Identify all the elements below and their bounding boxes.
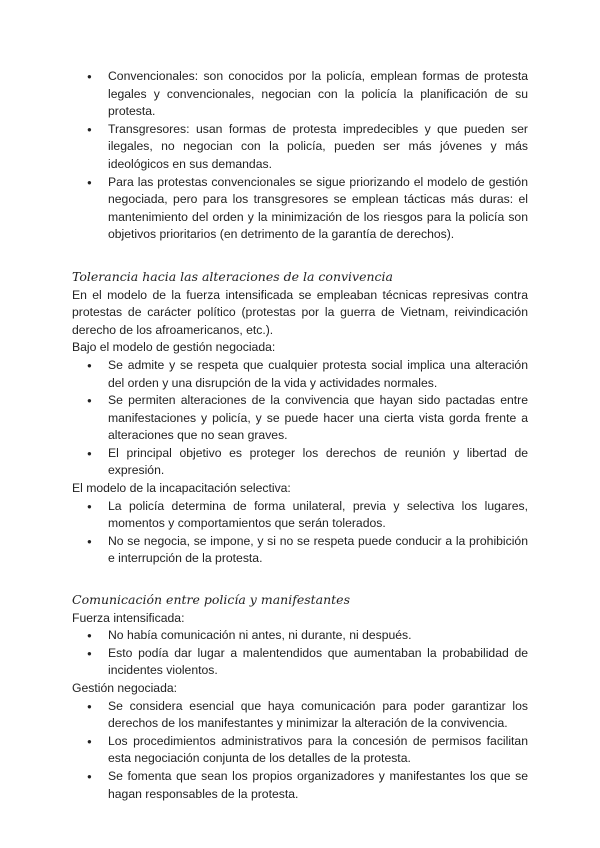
list-item: ● Se permiten alteraciones de la convivencia que hayan sido pactadas entre manifestaciones y policía, y se puede hacer una cierta vista gorda frente a alteraciones que no sean graves. xyxy=(72,392,528,445)
list-item: ● No había comunicación ni antes, ni durante, ni después. xyxy=(72,627,528,645)
list-item: ● Los procedimientos administrativos para la concesión de permisos facilitan esta negociación conjunta de los detalles de la protesta. xyxy=(72,733,528,768)
list-item: ● Se considera esencial que haya comunicación para poder garantizar los derechos de los manifestantes y minimizar la alteración de la convivencia. xyxy=(72,698,528,733)
list-item: ● Transgresores: usan formas de protesta impredecibles y que pueden ser ilegales, no negocian con la policía, pueden ser más jóvenes y más ideológicos en sus demandas. xyxy=(72,121,528,174)
subsection-label: Bajo el modelo de gestión negociada: xyxy=(72,340,276,355)
list-item: ● La policía determina de forma unilateral, previa y selectiva los lugares, momentos y comportamientos que serán tolerados. xyxy=(72,498,528,533)
list-item: ● Convencionales: son conocidos por la policía, emplean formas de protesta legales y convencionales, negocian con la policía la planificación de su protesta. xyxy=(72,68,528,121)
section-heading-comunicacion: Comunicación entre policía y manifestantes xyxy=(72,592,350,608)
paragraph: En el modelo de la fuerza intensificada se empleaban técnicas represivas contra protestas de carácter político (protestas por la guerra de Vietnam, reivindicación derecho de los afroamericanos, etc.). xyxy=(72,287,528,337)
subsection-label: Gestión negociada: xyxy=(72,681,178,695)
intro-bullet-list xyxy=(72,68,528,244)
subsection-label: Fuerza intensificada: xyxy=(72,610,185,625)
force-bullet-list xyxy=(72,627,528,680)
list-item: ● El principal objetivo es proteger los derechos de reunión y libertad de expresión. xyxy=(72,445,528,480)
list-item: ● Esto podía dar lugar a malentendidos que aumentaban la probabilidad de incidentes violentos. xyxy=(72,645,528,680)
list-item: ● Para las protestas convencionales se sigue priorizando el modelo de gestión negociada, pero para los transgresores se emplean tácticas más duras: el mantenimiento del orden y la minimización de los riesgos para la policía son objetivos prioritarios (en detrimento de la garantía de derechos). xyxy=(72,174,528,244)
list-item: ● Se admite y se respeta que cualquier protesta social implica una alteración del orden y una disrupción de la vida y actividades normales. xyxy=(72,357,528,392)
selective-bullet-list xyxy=(72,498,528,568)
section-heading-tolerancia: Tolerancia hacia las alteraciones de la convivencia xyxy=(72,268,394,284)
list-item: ● Se fomenta que sean los propios organizadores y manifestantes los que se hagan responsables de la protesta. xyxy=(72,768,528,803)
negotiated-bullet-list xyxy=(72,357,528,480)
list-item: ● No se negocia, se impone, y si no se respeta puede conducir a la prohibición e interrupción de la protesta. xyxy=(72,533,528,568)
negotiated-comm-bullet-list xyxy=(72,698,528,804)
subsection-label: El modelo de la incapacitación selectiva: xyxy=(72,481,291,496)
